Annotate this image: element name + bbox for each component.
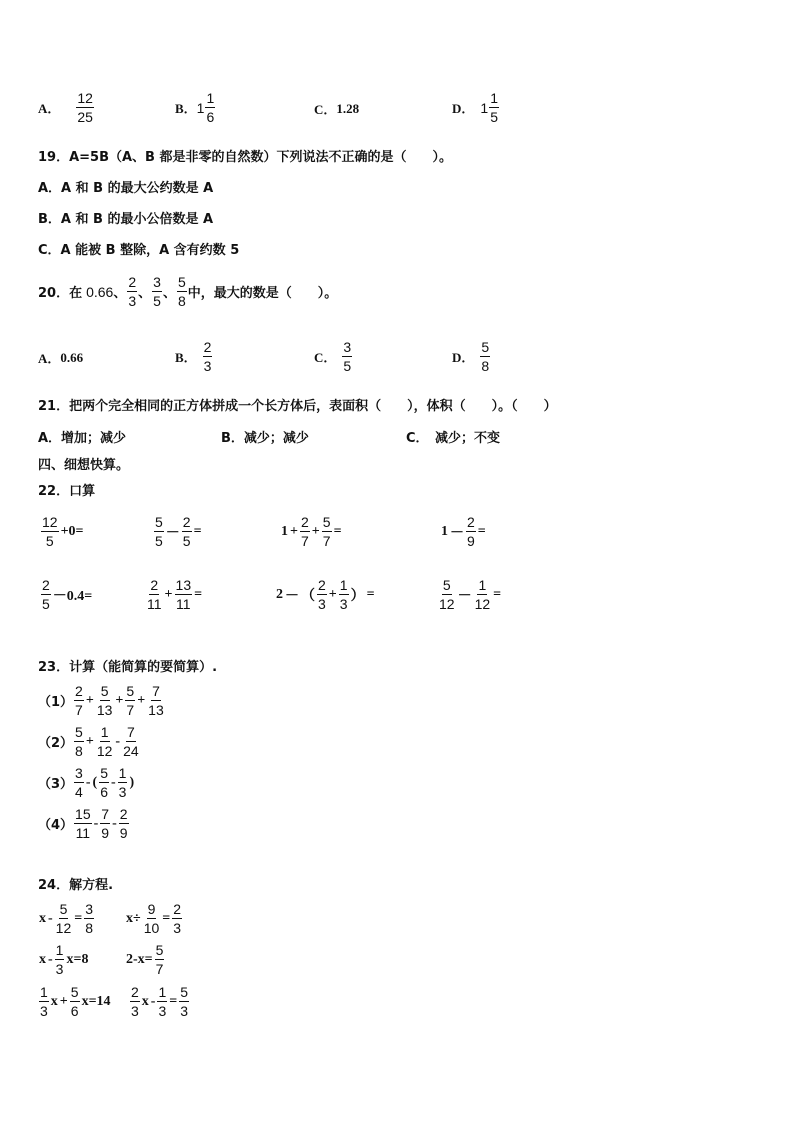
denominator: 3 xyxy=(55,961,64,977)
numerator: 2 xyxy=(300,514,309,530)
fraction xyxy=(99,765,109,800)
q20-decimal: 0.66 xyxy=(86,283,114,300)
denominator: 7 xyxy=(155,961,164,977)
fraction xyxy=(474,577,492,612)
q24-eq-6 xyxy=(129,984,190,1019)
paren: ） xyxy=(350,588,365,604)
fraction xyxy=(76,90,94,125)
fraction xyxy=(147,683,165,718)
fraction xyxy=(155,942,165,977)
paren: （ xyxy=(301,588,315,604)
denominator: 13 xyxy=(96,702,113,718)
option-label: C． xyxy=(314,102,337,117)
operator: = xyxy=(193,523,202,539)
denominator: 11 xyxy=(147,596,162,612)
fraction xyxy=(179,984,189,1019)
q18-option-a xyxy=(38,90,95,125)
operator: = xyxy=(162,910,171,926)
numerator: 1 xyxy=(206,90,215,106)
denominator: 7 xyxy=(75,702,83,718)
q20-option-c xyxy=(314,339,353,374)
numerator: 1 xyxy=(55,942,64,958)
option-label: A． xyxy=(38,351,61,366)
q20-stem xyxy=(38,274,337,309)
operator: － xyxy=(165,525,180,541)
fraction xyxy=(146,577,163,612)
q19-stem: 19．A=5B（A、B 都是非零的自然数）下列说法不正确的是（ ）。 xyxy=(38,150,452,165)
variable: x xyxy=(39,951,46,967)
denominator: 12 xyxy=(439,596,455,612)
operator: + xyxy=(59,993,68,1009)
whole-part: 1 xyxy=(196,99,205,116)
item-label: （1） xyxy=(38,695,74,710)
denominator: 11 xyxy=(176,596,191,612)
fraction xyxy=(84,901,94,936)
q23-title: 23．计算（能简算的要简算）. xyxy=(38,660,218,675)
variable: x xyxy=(39,910,46,926)
numerator: 5 xyxy=(126,683,135,699)
fraction xyxy=(70,984,80,1019)
denominator: 12 xyxy=(55,920,72,936)
fraction xyxy=(74,765,84,800)
denominator: 3 xyxy=(173,920,182,936)
numerator: 2 xyxy=(42,577,50,593)
numerator: 2 xyxy=(131,984,139,1000)
fraction xyxy=(96,683,114,718)
fraction xyxy=(182,514,192,549)
denominator: 9 xyxy=(101,825,110,841)
denominator: 3 xyxy=(318,596,326,612)
numerator: 5 xyxy=(481,339,490,355)
operator: = xyxy=(366,586,375,602)
option-label: A． xyxy=(38,101,61,116)
q23-expr-3 xyxy=(38,765,135,800)
operator: - xyxy=(110,774,116,790)
denominator: 9 xyxy=(119,825,128,841)
numerator: 5 xyxy=(75,724,83,740)
q20-option-b xyxy=(175,339,213,374)
denominator: 11 xyxy=(75,825,91,841)
operator: + xyxy=(115,692,124,708)
numerator: 7 xyxy=(126,724,135,740)
q24-eq-3 xyxy=(38,942,89,977)
fraction xyxy=(300,514,310,549)
fraction xyxy=(96,724,114,759)
denominator: 6 xyxy=(100,784,108,800)
numerator: 3 xyxy=(343,339,352,355)
q19-option-c: C．A 能被 B 整除，A 含有约数 5 xyxy=(38,243,240,258)
option-label: C． xyxy=(314,350,337,365)
numerator: 13 xyxy=(175,577,192,593)
denominator: 3 xyxy=(128,293,137,309)
q20-option-d xyxy=(452,339,491,374)
operator: - xyxy=(115,733,121,749)
numerator: 5 xyxy=(70,984,79,1000)
numerator: 1 xyxy=(490,90,498,106)
option-value: 1.28 xyxy=(336,100,360,116)
denominator: 3 xyxy=(40,1003,48,1019)
denominator: 6 xyxy=(206,109,215,125)
operator: - xyxy=(48,910,53,926)
denominator: 7 xyxy=(300,533,309,549)
operator: + xyxy=(137,692,146,708)
numerator: 2 xyxy=(203,339,212,355)
denominator: 3 xyxy=(203,358,212,374)
numerator: 1 xyxy=(158,984,167,1000)
q24-eq-1 xyxy=(38,901,95,936)
denominator: 5 xyxy=(155,533,163,549)
q22-title: 22．口算 xyxy=(38,484,96,499)
numerator: 5 xyxy=(59,901,68,917)
operator: = xyxy=(333,523,342,539)
operator: - xyxy=(48,951,53,967)
fraction xyxy=(339,577,349,612)
operator: = xyxy=(194,586,203,602)
operator: + xyxy=(290,523,298,539)
variable: x÷ xyxy=(126,910,141,926)
operator: - xyxy=(112,815,117,831)
fraction xyxy=(55,942,65,977)
operator: - xyxy=(93,815,99,831)
numerator: 3 xyxy=(75,765,83,781)
numerator: 2 xyxy=(467,514,475,530)
fraction xyxy=(130,984,140,1019)
operator: x=14 xyxy=(81,993,111,1009)
denominator: 4 xyxy=(75,784,83,800)
q18-option-b xyxy=(175,90,216,125)
numerator: 2 xyxy=(128,274,137,290)
variable: x xyxy=(141,993,149,1009)
operator: = xyxy=(477,523,486,539)
numerator: 5 xyxy=(155,514,163,530)
numerator: 1 xyxy=(118,765,127,781)
fraction xyxy=(157,984,167,1019)
operator: = xyxy=(493,586,502,602)
denominator: 5 xyxy=(42,596,50,612)
numerator: 1 xyxy=(339,577,348,593)
denominator: 3 xyxy=(180,1003,189,1019)
whole-part: 1 xyxy=(480,99,489,116)
denominator: 5 xyxy=(182,533,191,549)
fraction xyxy=(41,514,59,549)
fraction xyxy=(342,339,352,374)
operator: － xyxy=(457,588,472,604)
paren: ) xyxy=(129,774,135,790)
fraction xyxy=(55,901,73,936)
numerator: 5 xyxy=(100,683,109,699)
denominator: 10 xyxy=(143,920,160,936)
fraction xyxy=(100,806,110,841)
numerator: 5 xyxy=(180,984,189,1000)
fraction xyxy=(154,514,164,549)
numerator: 5 xyxy=(442,577,451,593)
fraction xyxy=(317,577,327,612)
denominator: 7 xyxy=(126,702,135,718)
fraction xyxy=(74,806,92,841)
numerator: 7 xyxy=(101,806,110,822)
q18-option-c xyxy=(314,99,359,118)
fraction xyxy=(119,806,129,841)
q20-suffix: 中，最大的数是（ ）。 xyxy=(187,286,338,301)
q21-option-c: C． 减少；不变 xyxy=(406,431,501,446)
operator: x=8 xyxy=(66,951,89,967)
numerator: 5 xyxy=(100,765,108,781)
number: 1 xyxy=(441,523,448,539)
separator: 、 xyxy=(138,286,152,301)
denominator: 8 xyxy=(85,920,94,936)
q22-item-1 xyxy=(40,514,85,549)
denominator: 9 xyxy=(467,533,475,549)
numerator: 12 xyxy=(42,514,58,530)
fraction xyxy=(480,339,490,374)
operator: - xyxy=(85,774,91,790)
option-value: 0.66 xyxy=(60,349,84,365)
q22-item-2 xyxy=(153,514,203,549)
q23-expr-2 xyxy=(38,724,141,759)
denominator: 12 xyxy=(96,743,113,759)
operator: +0= xyxy=(60,523,84,539)
q22-item-7 xyxy=(275,577,376,612)
operator: + xyxy=(311,523,320,539)
numerator: 9 xyxy=(147,901,156,917)
option-label: D． xyxy=(452,350,475,365)
q24-eq-5 xyxy=(38,984,112,1019)
fraction xyxy=(205,90,215,125)
numerator: 2 xyxy=(119,806,128,822)
denominator: 5 xyxy=(45,533,54,549)
fraction xyxy=(143,901,161,936)
operator: + xyxy=(328,586,337,602)
q23-expr-4 xyxy=(38,806,130,841)
fraction xyxy=(489,90,499,125)
denominator: 8 xyxy=(177,293,186,309)
denominator: 7 xyxy=(322,533,331,549)
numerator: 5 xyxy=(177,274,186,290)
numerator: 2 xyxy=(182,514,191,530)
q24-eq-4 xyxy=(125,942,165,977)
operator: － xyxy=(450,525,464,541)
numerator: 2 xyxy=(173,901,182,917)
operator: －0.4= xyxy=(52,588,93,604)
section-heading: 四、细想快算。 xyxy=(38,458,130,473)
numerator: 1 xyxy=(478,577,487,593)
item-label: （2） xyxy=(38,736,74,751)
numerator: 2 xyxy=(75,683,83,699)
numerator: 1 xyxy=(40,984,48,1000)
q18-option-d xyxy=(452,90,500,125)
fraction xyxy=(127,274,137,309)
q22-item-3 xyxy=(280,514,343,549)
number: 2 xyxy=(276,586,283,602)
denominator: 5 xyxy=(153,293,161,309)
operator: － xyxy=(285,588,299,604)
q21-option-a: A．增加；减少 xyxy=(38,431,127,446)
fraction xyxy=(203,339,213,374)
denominator: 6 xyxy=(70,1003,79,1019)
separator: 、 xyxy=(162,286,176,301)
q21-stem: 21．把两个完全相同的正方体拼成一个长方体后，表面积（ ），体积（ ）。（ ） xyxy=(38,399,557,414)
q21-option-b: B．减少；减少 xyxy=(221,431,309,446)
numerator: 1 xyxy=(100,724,109,740)
fraction xyxy=(438,577,456,612)
numerator: 3 xyxy=(153,274,161,290)
q19-option-a: A．A 和 B 的最大公约数是 A xyxy=(38,181,214,196)
numerator: 15 xyxy=(75,806,91,822)
denominator: 13 xyxy=(148,702,164,718)
fraction xyxy=(41,577,51,612)
q24-eq-2 xyxy=(125,901,183,936)
denominator: 3 xyxy=(118,784,127,800)
fraction xyxy=(74,724,84,759)
denominator: 8 xyxy=(75,743,83,759)
expression: 2-x= xyxy=(126,951,153,967)
denominator: 5 xyxy=(490,109,498,125)
denominator: 12 xyxy=(474,596,491,612)
variable: x xyxy=(50,993,58,1009)
operator: + xyxy=(85,692,94,708)
denominator: 3 xyxy=(339,596,348,612)
denominator: 5 xyxy=(343,358,352,374)
fraction xyxy=(322,514,332,549)
q19-option-b: B．A 和 B 的最小公倍数是 A xyxy=(38,212,214,227)
fraction xyxy=(152,274,162,309)
q22-item-5 xyxy=(40,577,93,612)
numerator: 3 xyxy=(85,901,94,917)
numerator: 2 xyxy=(318,577,326,593)
fraction xyxy=(74,683,84,718)
operator: + xyxy=(85,733,94,749)
operator: - xyxy=(150,993,156,1009)
fraction xyxy=(39,984,49,1019)
option-label: B． xyxy=(175,101,197,116)
number: 1 xyxy=(281,523,288,539)
fraction xyxy=(172,901,182,936)
fraction xyxy=(125,683,135,718)
q23-expr-1 xyxy=(38,683,166,718)
fraction xyxy=(175,577,193,612)
denominator: 8 xyxy=(481,358,490,374)
fraction xyxy=(466,514,476,549)
operator: + xyxy=(164,586,173,602)
numerator: 5 xyxy=(322,514,331,530)
q20-prefix: 20．在 xyxy=(38,286,83,301)
paren: ( xyxy=(92,774,98,790)
q22-item-6 xyxy=(145,577,203,612)
fraction xyxy=(118,765,128,800)
q22-item-8 xyxy=(437,577,502,612)
q20-option-a xyxy=(38,348,83,367)
item-label: （3） xyxy=(38,777,74,792)
separator: 、 xyxy=(113,286,127,301)
item-label: （4） xyxy=(38,818,74,833)
option-label: B． xyxy=(175,350,197,365)
operator: = xyxy=(74,910,83,926)
denominator: 25 xyxy=(77,109,93,125)
q24-title: 24．解方程. xyxy=(38,878,114,893)
denominator: 3 xyxy=(158,1003,167,1019)
option-label: D． xyxy=(452,101,475,116)
denominator: 24 xyxy=(123,743,139,759)
numerator: 2 xyxy=(150,577,159,593)
numerator: 12 xyxy=(77,90,93,106)
q22-item-4 xyxy=(440,514,487,549)
numerator: 5 xyxy=(155,942,164,958)
fraction xyxy=(177,274,187,309)
denominator: 3 xyxy=(131,1003,139,1019)
fraction xyxy=(122,724,140,759)
numerator: 7 xyxy=(152,683,160,699)
operator: = xyxy=(169,993,178,1009)
